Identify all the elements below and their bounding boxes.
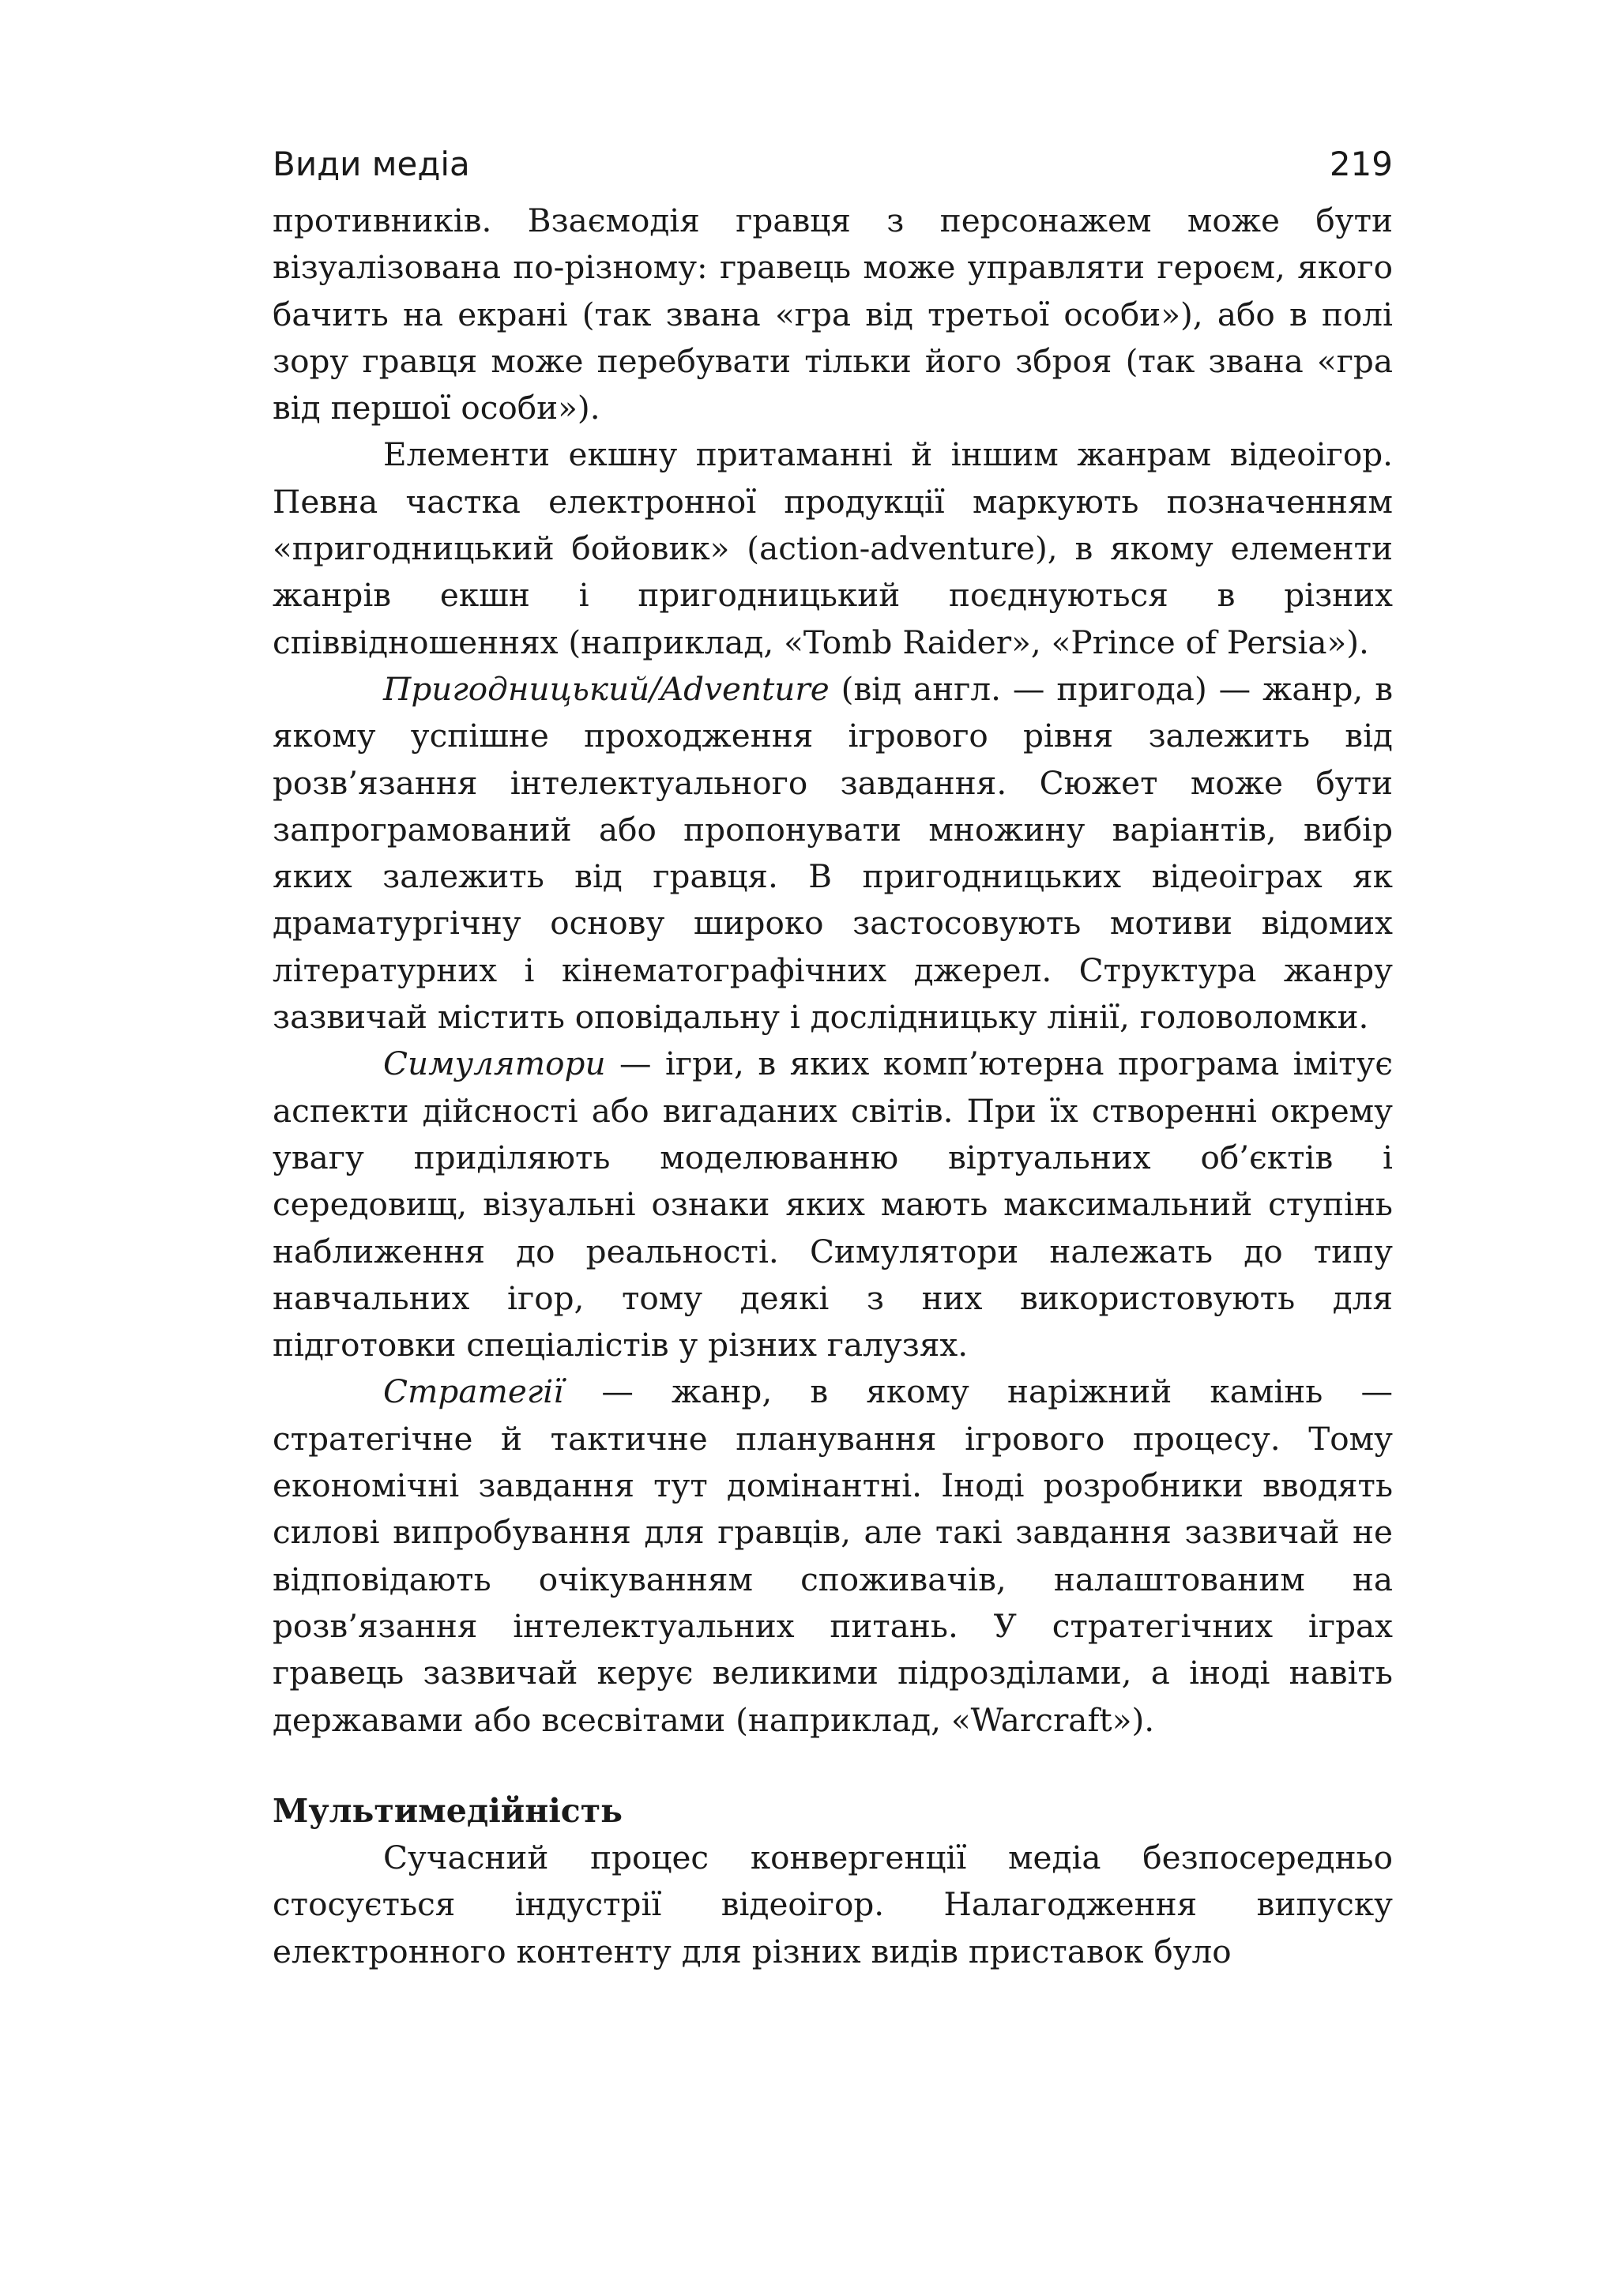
- running-header: [273, 142, 1393, 198]
- paragraph-text: — ігри, в яких комп’ютерна програма імітує аспекти дійсності або вигаданих світів. При їх створенні окрему увагу приділяють моделюванню віртуальних об’єктів і середовищ, візуальні ознаки яких мають максимальний ступінь наближення до реальності. Симулятори належать до типу навчальних ігор, тому деякі з них використовують для підготовки спеціалістів у різних галузях.: [273, 1044, 1393, 1364]
- paragraph-simulators: [273, 1041, 1393, 1368]
- paragraph-text: — жанр, в якому наріжний камінь — стратегічне й тактичне планування ігрового процесу. Тому економічні завдання тут домінантні. Іноді розробники вводять силові випробування для гравців, але такі завдання зазвичай не відповідають очікуванням споживачів, налаштованим на розв’язання інтелектуальних питань. У стратегічних іграх гравець зазвичай керує великими підрозділами, а іноді навіть державами або всесвітами (наприклад, «Warcraft»).: [273, 1372, 1393, 1739]
- page-number: 219: [1329, 145, 1393, 183]
- body-text: [273, 198, 1393, 1975]
- paragraph-text: противників. Взаємодія гравця з персонажем може бути візуалізована по-різному: гравець може управляти героєм, якого бачить на екрані (так звана «гра від третьої особи»), або в полі зору гравця може перебувати тільки його зброя (так звана «гра від першої особи»).: [273, 201, 1393, 427]
- running-header-title: Види медіа: [273, 145, 470, 183]
- paragraph-strategies: [273, 1368, 1393, 1743]
- paragraph-action-adventure: [273, 431, 1393, 665]
- book-page: [273, 142, 1393, 1975]
- paragraph-fps-tps: [273, 198, 1393, 431]
- genre-term-adventure: Пригодницький/Adventure: [383, 669, 830, 708]
- paragraph-adventure: [273, 666, 1393, 1041]
- paragraph-text: Сучасний процес конвергенції медіа безпосередньо стосується індустрії відеоігор. Налагодження випуску електронного контенту для різних видів приставок було: [273, 1839, 1393, 1970]
- section-heading-multimedia: Мультимедійність: [273, 1791, 623, 1830]
- paragraph-text: (від англ. — пригода) — жанр, в якому успішне проходження ігрового рівня залежить від розв’язання інтелектуального завдання. Сюжет може бути запрограмований або пропонувати множину варіантів, вибір яких залежить від гравця. В пригодницьких відеоіграх як драматургічну основу широко застосовують мотиви відомих літературних і кінематографічних джерел. Структура жанру зазвичай містить оповідальну і дослідницьку лінії, головоломки.: [273, 669, 1393, 1037]
- paragraph-convergence: [273, 1835, 1393, 1975]
- paragraph-text: Елементи екшну притаманні й іншим жанрам відеоігор. Певна частка електронної продукції маркують позначенням «пригодницький бойовик» (action-adventure), в якому елементи жанрів екшн і пригодницький поєднуються в різних співвідношеннях (наприклад, «Tomb Raider», «Prince of Persia»).: [273, 435, 1393, 661]
- genre-term-strategies: Стратегії: [383, 1372, 564, 1411]
- genre-term-simulators: Симулятори: [383, 1044, 606, 1083]
